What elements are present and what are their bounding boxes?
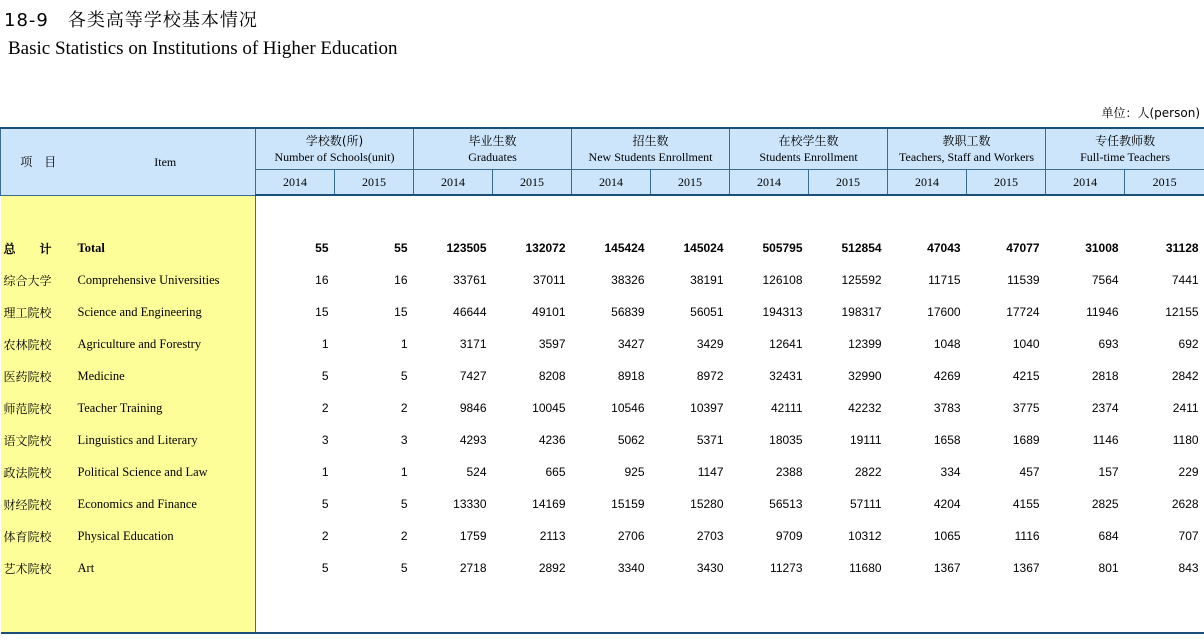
table-cell: 3171 <box>459 337 487 351</box>
table-cell: 49101 <box>532 305 566 319</box>
table-cell: 12399 <box>848 337 882 351</box>
table-cell: 3775 <box>1012 401 1040 415</box>
table-cell: 1040 <box>1012 337 1040 351</box>
year-header: 2015 <box>967 170 1046 196</box>
table-cell: 10312 <box>848 529 882 543</box>
table-cell: 1367 <box>933 561 961 575</box>
row-label-cn: 医药院校 <box>1 360 76 392</box>
table-cell: 7564 <box>1091 273 1119 287</box>
row-label-en: Physical Education <box>76 520 256 552</box>
year-header: 2015 <box>809 170 888 196</box>
table-cell: 12155 <box>1165 305 1199 319</box>
table-cell <box>1046 584 1125 633</box>
table-cell: 15 <box>315 305 329 319</box>
table-cell: 3783 <box>933 401 961 415</box>
table-cell: 47077 <box>1006 241 1040 255</box>
table-cell: 18035 <box>769 433 803 447</box>
year-header: 2014 <box>730 170 809 196</box>
table-cell: 8208 <box>538 369 566 383</box>
row-label-cn: 体育院校 <box>1 520 76 552</box>
table-cell <box>651 195 730 232</box>
total-row <box>1 232 1204 264</box>
row-label-en <box>76 195 256 232</box>
table-cell: 3430 <box>696 561 724 575</box>
row-label-en: Political Science and Law <box>76 456 256 488</box>
table-cell: 457 <box>1019 465 1040 479</box>
table-cell: 5 <box>321 497 329 511</box>
table-cell <box>493 195 572 232</box>
table-cell: 38191 <box>690 273 724 287</box>
header-group-staff: 教职工数 Teachers, Staff and Workers <box>888 128 1046 170</box>
table-cell: 334 <box>940 465 961 479</box>
table-cell: 1759 <box>459 529 487 543</box>
row-label-cn: 艺术院校 <box>1 552 76 584</box>
table-cell: 2 <box>321 401 329 415</box>
row-label-en: Art <box>76 552 256 584</box>
table-cell: 7427 <box>459 369 487 383</box>
table-cell: 17600 <box>927 305 961 319</box>
table-cell: 56839 <box>611 305 645 319</box>
header-row-groups <box>1 128 1204 170</box>
table-cell: 13330 <box>453 497 487 511</box>
table-cell <box>572 584 651 633</box>
table-cell: 4215 <box>1012 369 1040 383</box>
header-group-enrollment: 在校学生数 Students Enrollment <box>730 128 888 170</box>
table-cell: 9846 <box>459 401 487 415</box>
row-label-en: Science and Engineering <box>76 296 256 328</box>
table-cell: 14169 <box>532 497 566 511</box>
row-label-cn: 总 计 <box>1 232 76 264</box>
table-cell <box>809 195 888 232</box>
table-cell: 1146 <box>1092 433 1119 447</box>
header-group-graduates: 毕业生数 Graduates <box>414 128 572 170</box>
table-cell: 12641 <box>769 337 803 351</box>
row-label-cn: 财经院校 <box>1 488 76 520</box>
table-cell <box>967 195 1046 232</box>
row-label-en: Total <box>76 232 256 264</box>
table-cell: 17724 <box>1006 305 1040 319</box>
table-cell: 194313 <box>762 305 803 319</box>
table-cell: 1658 <box>933 433 961 447</box>
table-cell <box>651 584 730 633</box>
table-cell: 42232 <box>848 401 882 415</box>
table-cell: 692 <box>1178 337 1199 351</box>
table-cell: 33761 <box>453 273 487 287</box>
table-cell: 3427 <box>617 337 645 351</box>
year-header: 2015 <box>493 170 572 196</box>
table-cell: 3340 <box>617 561 645 575</box>
table-cell: 2818 <box>1091 369 1119 383</box>
table-cell <box>730 195 809 232</box>
table-cell: 5 <box>400 369 408 383</box>
table-cell: 512854 <box>841 241 882 255</box>
table-cell: 16 <box>394 273 408 287</box>
table-cell: 11946 <box>1086 305 1119 319</box>
table-cell: 4204 <box>933 497 961 511</box>
header-group-teachers: 专任教师数 Full-time Teachers <box>1046 128 1204 170</box>
table-cell: 1180 <box>1172 433 1199 447</box>
table-cell <box>888 584 967 633</box>
table-title-chinese: 18-9 各类高等学校基本情况 <box>4 10 258 31</box>
table-cell: 4293 <box>459 433 487 447</box>
row-label-en: Teacher Training <box>76 392 256 424</box>
table-cell: 10546 <box>611 401 645 415</box>
table-cell: 123505 <box>446 241 487 255</box>
table-cell <box>414 195 493 232</box>
table-cell: 1147 <box>697 465 724 479</box>
table-cell: 3 <box>321 433 329 447</box>
table-cell: 8918 <box>617 369 645 383</box>
table-cell: 19111 <box>849 433 882 447</box>
table-cell: 55 <box>315 241 329 255</box>
year-header: 2015 <box>335 170 414 196</box>
table-row <box>1 424 1204 456</box>
table-cell: 524 <box>466 465 487 479</box>
header-item-cn: 项 目 <box>1 128 76 195</box>
table-cell: 32431 <box>769 369 803 383</box>
table-cell: 2842 <box>1171 369 1199 383</box>
table-cell: 2 <box>400 529 408 543</box>
table-cell: 2706 <box>617 529 645 543</box>
table-cell: 42111 <box>770 401 803 415</box>
table-cell: 3 <box>400 433 408 447</box>
table-cell: 198317 <box>841 305 882 319</box>
table-body <box>1 195 1204 633</box>
table-cell: 1 <box>400 337 408 351</box>
table-cell: 2 <box>321 529 329 543</box>
table-cell <box>414 584 493 633</box>
table-cell: 31128 <box>1165 241 1199 255</box>
table-cell: 2703 <box>696 529 724 543</box>
table-cell <box>256 584 335 633</box>
table-cell: 707 <box>1178 529 1199 543</box>
row-label-cn <box>1 584 76 633</box>
table-cell: 57111 <box>849 497 882 511</box>
statistics-table <box>0 127 1204 634</box>
row-label-cn <box>1 195 76 232</box>
table-cell: 1 <box>321 465 329 479</box>
row-label-en: Comprehensive Universities <box>76 264 256 296</box>
table-cell: 1048 <box>933 337 961 351</box>
table-cell: 2825 <box>1091 497 1119 511</box>
table-cell: 56051 <box>690 305 724 319</box>
row-label-en: Agriculture and Forestry <box>76 328 256 360</box>
table-cell: 4269 <box>933 369 961 383</box>
table-cell: 9709 <box>775 529 803 543</box>
unit-label: 单位：人(person) <box>1101 106 1200 120</box>
row-label-cn: 师范院校 <box>1 392 76 424</box>
table-cell: 3429 <box>696 337 724 351</box>
table-row <box>1 264 1204 296</box>
table-cell: 55 <box>394 241 408 255</box>
table-row <box>1 488 1204 520</box>
filler-row <box>1 584 1204 633</box>
table-cell <box>572 195 651 232</box>
table-cell: 5062 <box>617 433 645 447</box>
year-header: 2014 <box>888 170 967 196</box>
table-cell: 505795 <box>762 241 803 255</box>
table-cell: 665 <box>545 465 566 479</box>
table-cell: 1367 <box>1012 561 1040 575</box>
table-cell <box>888 195 967 232</box>
table-row <box>1 520 1204 552</box>
table-cell: 16 <box>315 273 329 287</box>
table-cell <box>730 584 809 633</box>
table-cell: 11273 <box>770 561 803 575</box>
table-cell: 145024 <box>683 241 724 255</box>
table-cell: 126108 <box>762 273 803 287</box>
table-cell <box>1046 195 1125 232</box>
row-label-en: Linguistics and Literary <box>76 424 256 456</box>
table-cell: 4236 <box>538 433 566 447</box>
table-cell: 2374 <box>1091 401 1119 415</box>
table-row <box>1 456 1204 488</box>
table-cell: 2388 <box>775 465 803 479</box>
table-cell: 3597 <box>538 337 566 351</box>
table-cell: 2 <box>400 401 408 415</box>
table-cell: 925 <box>624 465 645 479</box>
table-cell: 15159 <box>611 497 645 511</box>
table-cell: 2892 <box>538 561 566 575</box>
table-cell: 5371 <box>696 433 724 447</box>
year-header: 2014 <box>414 170 493 196</box>
year-header: 2014 <box>1046 170 1125 196</box>
table-cell: 145424 <box>604 241 645 255</box>
table-cell: 32990 <box>848 369 882 383</box>
table-cell: 47043 <box>927 241 961 255</box>
row-label-cn: 农林院校 <box>1 328 76 360</box>
table-cell: 801 <box>1098 561 1119 575</box>
table-cell: 10397 <box>690 401 724 415</box>
table-cell <box>256 195 335 232</box>
row-label-cn: 语文院校 <box>1 424 76 456</box>
table-cell <box>335 584 414 633</box>
table-cell: 4155 <box>1012 497 1040 511</box>
table-cell: 157 <box>1098 465 1119 479</box>
table-cell: 125592 <box>841 273 882 287</box>
row-label-cn: 综合大学 <box>1 264 76 296</box>
row-label-en: Medicine <box>76 360 256 392</box>
row-label-en <box>76 584 256 633</box>
table-cell: 56513 <box>769 497 803 511</box>
row-label-en: Economics and Finance <box>76 488 256 520</box>
table-cell: 2822 <box>854 465 882 479</box>
table-cell: 46644 <box>453 305 487 319</box>
table-cell <box>1125 195 1204 232</box>
table-cell: 15 <box>394 305 408 319</box>
table-cell <box>967 584 1046 633</box>
year-header: 2015 <box>651 170 730 196</box>
table-cell: 5 <box>400 561 408 575</box>
table-row <box>1 552 1204 584</box>
table-cell: 1065 <box>933 529 961 543</box>
table-cell: 38326 <box>611 273 645 287</box>
header-group-schools: 学校数(所) Number of Schools(unit) <box>256 128 414 170</box>
table-cell <box>335 195 414 232</box>
table-cell: 11539 <box>1007 273 1040 287</box>
row-label-cn: 政法院校 <box>1 456 76 488</box>
row-label-cn: 理工院校 <box>1 296 76 328</box>
table-cell: 132072 <box>525 241 566 255</box>
header-item-en: Item <box>76 128 256 195</box>
table-cell <box>809 584 888 633</box>
table-cell: 684 <box>1098 529 1119 543</box>
table-cell: 11715 <box>928 273 961 287</box>
table-cell: 2411 <box>1172 401 1199 415</box>
table-row <box>1 328 1204 360</box>
table-cell: 37011 <box>533 273 566 287</box>
table-cell: 2718 <box>459 561 487 575</box>
table-row <box>1 392 1204 424</box>
table-cell: 1689 <box>1012 433 1040 447</box>
table-cell: 2628 <box>1171 497 1199 511</box>
table-cell: 5 <box>321 369 329 383</box>
table-cell: 1116 <box>1014 529 1040 543</box>
table-cell: 8972 <box>696 369 724 383</box>
table-cell: 1 <box>321 337 329 351</box>
table-cell: 10045 <box>532 401 566 415</box>
year-header: 2015 <box>1125 170 1204 196</box>
table-cell: 2113 <box>539 529 566 543</box>
table-cell: 229 <box>1178 465 1199 479</box>
table-cell <box>1125 584 1204 633</box>
table-cell: 1 <box>400 465 408 479</box>
table-cell: 5 <box>321 561 329 575</box>
spacer-row <box>1 195 1204 232</box>
table-title-english: Basic Statistics on Institutions of Higher Education <box>8 38 398 59</box>
table-cell: 7441 <box>1171 273 1199 287</box>
table-cell: 31008 <box>1085 241 1119 255</box>
table-row <box>1 296 1204 328</box>
table-row <box>1 360 1204 392</box>
table-cell: 843 <box>1178 561 1199 575</box>
table-cell <box>493 584 572 633</box>
table-cell: 11680 <box>849 561 882 575</box>
header-group-new-enrollment: 招生数 New Students Enrollment <box>572 128 730 170</box>
year-header: 2014 <box>572 170 651 196</box>
table-cell: 5 <box>400 497 408 511</box>
table-cell: 693 <box>1098 337 1119 351</box>
year-header: 2014 <box>256 170 335 196</box>
table-cell: 15280 <box>690 497 724 511</box>
